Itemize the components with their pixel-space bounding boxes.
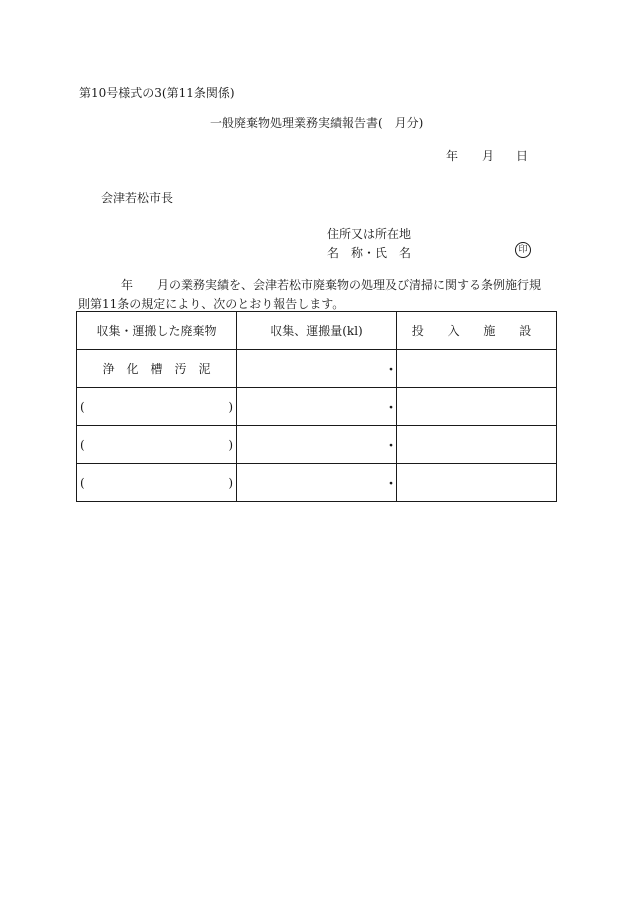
quantity-cell[interactable] <box>237 388 397 426</box>
facility-cell[interactable] <box>397 388 557 426</box>
open-paren: ( <box>80 475 85 490</box>
quantity-cell[interactable] <box>237 426 397 464</box>
quantity-cell[interactable] <box>237 350 397 388</box>
header-quantity: 収集、運搬量(kl) <box>237 312 397 350</box>
table-header-row <box>77 312 557 350</box>
facility-cell[interactable] <box>397 464 557 502</box>
body-line1-rest: 月の業務実績を、会津若松市廃棄物の処理及び清掃に関する条例施行規 <box>157 278 542 292</box>
decimal-point: ・ <box>385 438 398 452</box>
date-year: 年 <box>446 149 459 163</box>
waste-type-cell[interactable] <box>77 426 237 464</box>
form-number: 第10号様式の3(第11条関係) <box>79 86 235 100</box>
header-facility: 投 入 施 設 <box>397 312 557 350</box>
sender-name-label: 名 称・氏 名 <box>327 246 412 260</box>
quantity-cell[interactable] <box>237 464 397 502</box>
open-paren: ( <box>80 437 85 452</box>
date-month: 月 <box>482 149 495 163</box>
body-year: 年 <box>121 278 134 292</box>
waste-type-cell[interactable] <box>77 388 237 426</box>
addressee: 会津若松市長 <box>101 191 174 205</box>
sender-address-label: 住所又は所在地 <box>327 227 412 241</box>
body-text-line1 <box>121 276 541 293</box>
table-row <box>77 426 557 464</box>
date-line <box>446 147 528 164</box>
date-day: 日 <box>516 149 529 163</box>
waste-type-cell[interactable]: 浄化槽汚泥 <box>77 350 237 388</box>
document-title: 一般廃棄物処理業務実績報告書( 月分) <box>210 116 424 130</box>
report-table <box>76 311 557 502</box>
table-row <box>77 350 557 388</box>
close-paren: ) <box>228 475 233 490</box>
close-paren: ) <box>228 437 233 452</box>
table-row <box>77 388 557 426</box>
waste-type-cell[interactable] <box>77 464 237 502</box>
facility-cell[interactable] <box>397 426 557 464</box>
seal-mark: 印 <box>515 242 531 258</box>
decimal-point: ・ <box>385 400 398 414</box>
table-row <box>77 464 557 502</box>
decimal-point: ・ <box>385 476 398 490</box>
open-paren: ( <box>80 399 85 414</box>
close-paren: ) <box>228 399 233 414</box>
body-text-line2: 則第11条の規定により、次のとおり報告します。 <box>78 297 345 311</box>
decimal-point: ・ <box>385 362 398 376</box>
header-waste: 収集・運搬した廃棄物 <box>77 312 237 350</box>
facility-cell[interactable] <box>397 350 557 388</box>
